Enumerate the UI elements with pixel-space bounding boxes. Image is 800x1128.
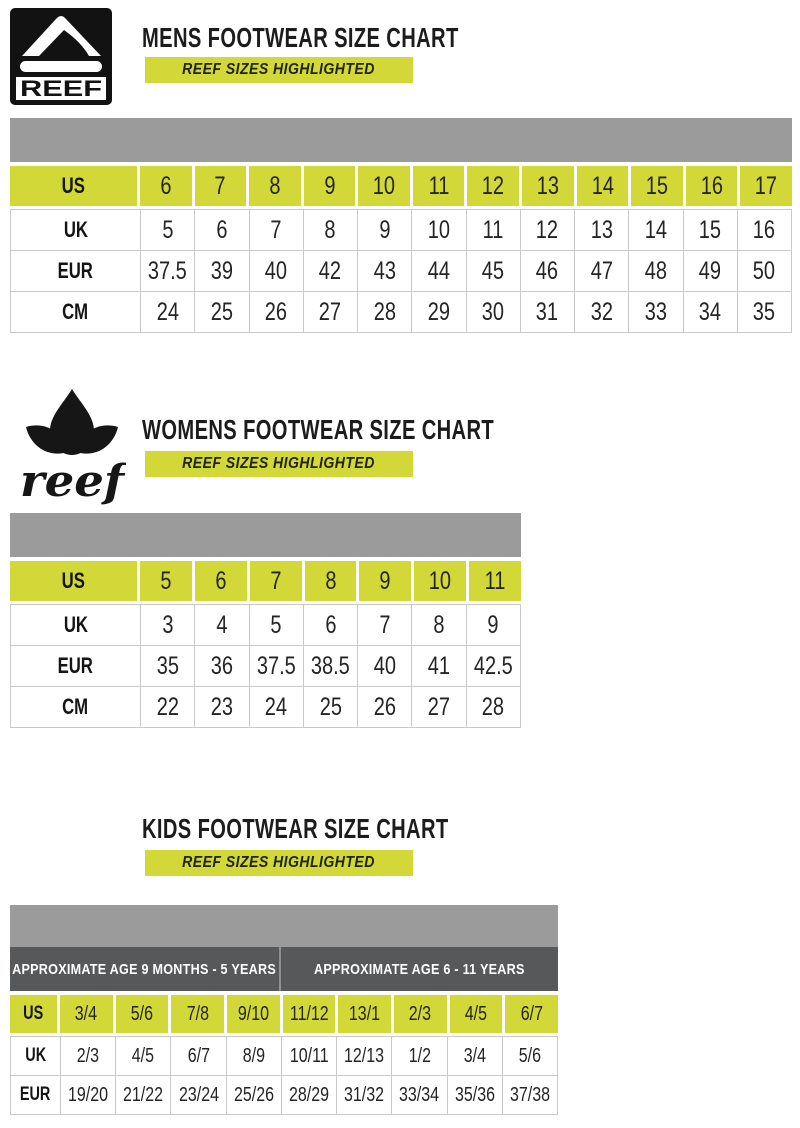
size-cell: 42 [304, 251, 358, 291]
size-cell: 21/22 [116, 1076, 171, 1114]
size-cell: 35 [141, 646, 195, 686]
row-label: EUR [11, 646, 141, 686]
size-cell: 11 [467, 210, 521, 250]
size-cell: 27 [304, 292, 358, 332]
size-cell: 5/6 [518, 1044, 541, 1067]
size-cell: 13 [575, 210, 629, 250]
row-label: CM [11, 687, 141, 727]
size-cell: 37.5 [141, 251, 195, 291]
size-cell: 41 [412, 646, 466, 686]
kids-row-us [10, 995, 558, 1033]
size-cell: 6 [140, 166, 195, 206]
mens-row-us [10, 166, 792, 206]
size-cell: 12 [521, 210, 575, 250]
size-cell: 3/4 [60, 995, 116, 1033]
size-cell: 17 [740, 166, 792, 206]
size-cell: 11 [413, 166, 468, 206]
table-top-bar [10, 513, 521, 557]
mens-highlight-note: REEF SIZES HIGHLIGHTED [145, 57, 413, 83]
size-cell: 32 [575, 292, 629, 332]
size-cell: 28 [482, 692, 505, 721]
size-cell: 39 [195, 251, 249, 291]
size-cell: 35/36 [448, 1076, 503, 1114]
womens-row-us [10, 561, 521, 601]
size-cell: 14 [629, 210, 683, 250]
size-cell: 23/24 [171, 1076, 226, 1114]
womens-logo-text: reef [20, 456, 126, 507]
size-cell: 30 [467, 292, 521, 332]
size-cell: 11 [469, 561, 521, 601]
size-cell: 15 [631, 166, 686, 206]
size-cell: 34 [684, 292, 738, 332]
size-cell: 5 [250, 605, 304, 645]
row-label: UK [11, 605, 141, 645]
size-cell: 9 [487, 610, 499, 639]
size-cell: 43 [358, 251, 412, 291]
womens-size-table [10, 513, 521, 728]
size-cell: 7 [250, 210, 304, 250]
row-label: UK [11, 210, 141, 250]
size-cell: 40 [250, 251, 304, 291]
size-cell: 24 [250, 687, 304, 727]
womens-row-eur [11, 646, 520, 687]
table-top-bar [10, 118, 792, 162]
size-cell: 38.5 [304, 646, 358, 686]
size-cell: 16 [753, 215, 776, 244]
size-cell: 44 [412, 251, 466, 291]
kids-highlight-note: REEF SIZES HIGHLIGHTED [145, 850, 413, 876]
size-cell: 2/3 [394, 995, 450, 1033]
size-cell: 25 [195, 292, 249, 332]
size-cell: 14 [577, 166, 632, 206]
size-cell: 36 [195, 646, 249, 686]
kids-size-table [10, 905, 558, 1115]
mens-size-table [10, 118, 792, 333]
size-cell: 47 [575, 251, 629, 291]
size-cell: 16 [686, 166, 741, 206]
row-label: UK [11, 1037, 61, 1075]
size-cell: 33/34 [392, 1076, 447, 1114]
size-cell: 22 [141, 687, 195, 727]
size-cell: 6 [304, 605, 358, 645]
size-cell: 7 [250, 561, 305, 601]
table-top-bar [10, 905, 558, 947]
mens-row-uk [11, 210, 791, 251]
size-cell: 5 [140, 561, 195, 601]
size-cell: 9 [304, 166, 359, 206]
size-cell: 7/8 [171, 995, 227, 1033]
size-cell: 8 [249, 166, 304, 206]
size-cell: 42.5 [473, 651, 513, 680]
age-group-header-row [10, 947, 558, 991]
size-cell: 40 [358, 646, 412, 686]
womens-row-uk [11, 605, 520, 646]
size-cell: 23 [195, 687, 249, 727]
size-cell: 10 [414, 561, 469, 601]
size-cell: 11/12 [283, 995, 339, 1033]
kids-chart-title: KIDS FOOTWEAR SIZE CHART [142, 813, 449, 844]
size-cell: 9 [359, 561, 414, 601]
mens-row-cm [11, 292, 791, 332]
size-cell: 9/10 [227, 995, 283, 1033]
size-cell: 15 [684, 210, 738, 250]
row-label: US [10, 166, 140, 206]
size-cell: 49 [684, 251, 738, 291]
size-cell: 6 [195, 561, 250, 601]
size-cell: 46 [521, 251, 575, 291]
size-cell: 3 [141, 605, 195, 645]
size-cell: 48 [629, 251, 683, 291]
womens-highlight-note: REEF SIZES HIGHLIGHTED [145, 451, 413, 477]
size-cell: 25/26 [227, 1076, 282, 1114]
reef-flower-logo-icon [18, 386, 126, 508]
womens-chart-title: WOMENS FOOTWEAR SIZE CHART [142, 414, 495, 445]
size-cell: 10 [412, 210, 466, 250]
size-cell: 29 [412, 292, 466, 332]
size-cell: 27 [412, 687, 466, 727]
kids-row-uk [11, 1037, 557, 1076]
size-cell: 10/11 [282, 1037, 337, 1075]
size-cell: 28/29 [282, 1076, 337, 1114]
row-label: EUR [11, 1076, 61, 1114]
size-cell: 25 [304, 687, 358, 727]
size-cell: 7 [358, 605, 412, 645]
size-cell: 8 [305, 561, 360, 601]
size-cell: 4/5 [116, 1037, 171, 1075]
size-cell: 13/1 [338, 995, 394, 1033]
size-cell: 10 [358, 166, 413, 206]
mens-row-eur [11, 251, 791, 292]
size-cell: 7 [195, 166, 250, 206]
row-label: EUR [11, 251, 141, 291]
womens-row-cm [11, 687, 520, 727]
size-cell: 5 [141, 210, 195, 250]
size-cell: 45 [467, 251, 521, 291]
size-cell: 13 [522, 166, 577, 206]
size-cell: 9 [358, 210, 412, 250]
mens-logo-text: REEF [20, 76, 102, 101]
size-cell: 19/20 [61, 1076, 116, 1114]
size-cell: 37.5 [250, 646, 304, 686]
size-cell: 2/3 [61, 1037, 116, 1075]
size-cell: 8/9 [227, 1037, 282, 1075]
size-cell: 6/7 [505, 995, 558, 1033]
size-cell: 26 [250, 292, 304, 332]
size-cell: 1/2 [392, 1037, 447, 1075]
size-cell: 12/13 [337, 1037, 392, 1075]
size-cell: 26 [358, 687, 412, 727]
size-cell: 5/6 [116, 995, 172, 1033]
size-cell: 33 [629, 292, 683, 332]
size-cell: 31 [521, 292, 575, 332]
age-group-label: APPROXIMATE AGE 6 - 11 YEARS [314, 960, 525, 978]
size-cell: 50 [753, 256, 776, 285]
size-cell: 28 [358, 292, 412, 332]
size-cell: 4/5 [450, 995, 506, 1033]
kids-row-eur [11, 1076, 557, 1114]
reef-mountain-logo-icon [10, 8, 112, 105]
size-cell: 3/4 [448, 1037, 503, 1075]
size-cell: 35 [753, 297, 776, 326]
row-label: CM [11, 292, 141, 332]
mens-chart-title: MENS FOOTWEAR SIZE CHART [142, 22, 459, 53]
size-cell: 37/38 [509, 1083, 550, 1106]
size-cell: 8 [304, 210, 358, 250]
age-group-label: APPROXIMATE AGE 9 MONTHS - 5 YEARS [10, 947, 281, 991]
row-label: US [10, 561, 140, 601]
row-label: US [10, 995, 60, 1033]
size-cell: 6 [195, 210, 249, 250]
size-cell: 24 [141, 292, 195, 332]
size-cell: 12 [467, 166, 522, 206]
size-cell: 8 [412, 605, 466, 645]
size-cell: 6/7 [171, 1037, 226, 1075]
size-cell: 4 [195, 605, 249, 645]
size-cell: 31/32 [337, 1076, 392, 1114]
